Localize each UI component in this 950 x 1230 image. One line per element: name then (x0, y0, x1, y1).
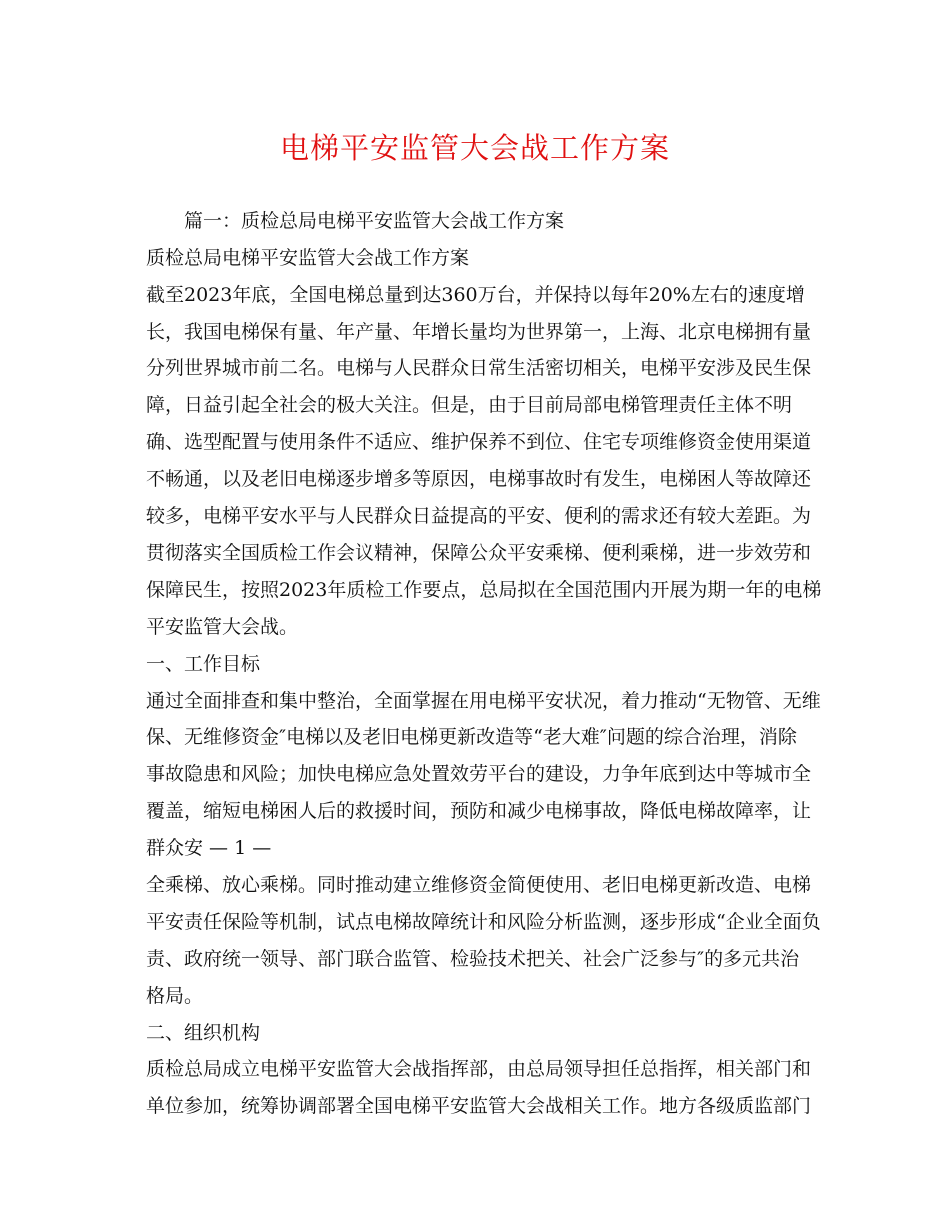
paragraph-line: 单位参加，统筹协调部署全国电梯平安监管大会战相关工作。地方各级质监部门 (146, 1095, 812, 1117)
paragraph-line: 长，我国电梯保有量、年产量、年增长量均为世界第一，上海、北京电梯拥有量 (146, 321, 812, 343)
paragraph-line: 质检总局成立电梯平安监管大会战指挥部，由总局领导担任总指挥，相关部门和 (146, 1058, 812, 1080)
paragraph-line: 较多，电梯平安水平与人民群众日益提高的平安、便利的需求还有较大差距。为 (146, 505, 812, 527)
paragraph-line: 覆盖，缩短电梯困人后的救援时间，预防和减少电梯事故，降低电梯故障率，让 (146, 800, 812, 822)
paragraph-line: 障，日益引起全社会的极大关注。但是，由于目前局部电梯管理责任主体不明 (146, 394, 793, 416)
section-heading: 篇一：质检总局电梯平安监管大会战工作方案 (184, 210, 565, 232)
document-title: 电梯平安监管大会战工作方案 (279, 131, 670, 165)
paragraph-line-page-number: 群众安 — 1 — (146, 837, 272, 859)
heading-organization: 二、组织机构 (146, 1022, 261, 1044)
subtitle: 质检总局电梯平安监管大会战工作方案 (146, 247, 470, 269)
paragraph-line: 平安监管大会战。 (146, 616, 299, 638)
paragraph-line: 截至2023年底，全国电梯总量到达360万台，并保持以每年20%左右的速度增 (146, 284, 805, 306)
paragraph-line: 责、政府统一领导、部门联合监管、检验技术把关、社会广泛参与″的多元共治 (146, 948, 800, 970)
paragraph-line: 不畅通，以及老旧电梯逐步增多等原因，电梯事故时有发生，电梯困人等故障还 (146, 468, 812, 490)
paragraph-line: 保、无维修资金″电梯以及老旧电梯更新改造等“老大难″问题的综合治理，消除 (146, 726, 797, 748)
paragraph-line: 事故隐患和风险；加快电梯应急处置效劳平台的建设，力争年底到达中等城市全 (146, 763, 812, 785)
paragraph-line: 全乘梯、放心乘梯。同时推动建立维修资金简便使用、老旧电梯更新改造、电梯 (146, 874, 812, 896)
paragraph-line: 平安责任保险等机制，试点电梯故障统计和风险分析监测，逐步形成“企业全面负 (146, 911, 821, 933)
paragraph-line: 贯彻落实全国质检工作会议精神，保障公众平安乘梯、便利乘梯，进一步效劳和 (146, 542, 812, 564)
paragraph-line: 通过全面排查和集中整治，全面掌握在用电梯平安状况，着力推动“无物管、无维 (146, 690, 821, 712)
paragraph-line: 分列世界城市前二名。电梯与人民群众日常生活密切相关，电梯平安涉及民生保 (146, 357, 812, 379)
paragraph-line: 格局。 (146, 985, 204, 1007)
heading-work-goals: 一、工作目标 (146, 653, 261, 675)
paragraph-line: 保障民生，按照2023年质检工作要点，总局拟在全国范围内开展为期一年的电梯 (146, 579, 822, 601)
paragraph-line: 确、选型配置与使用条件不适应、维护保养不到位、住宅专项维修资金使用渠道 (146, 431, 812, 453)
